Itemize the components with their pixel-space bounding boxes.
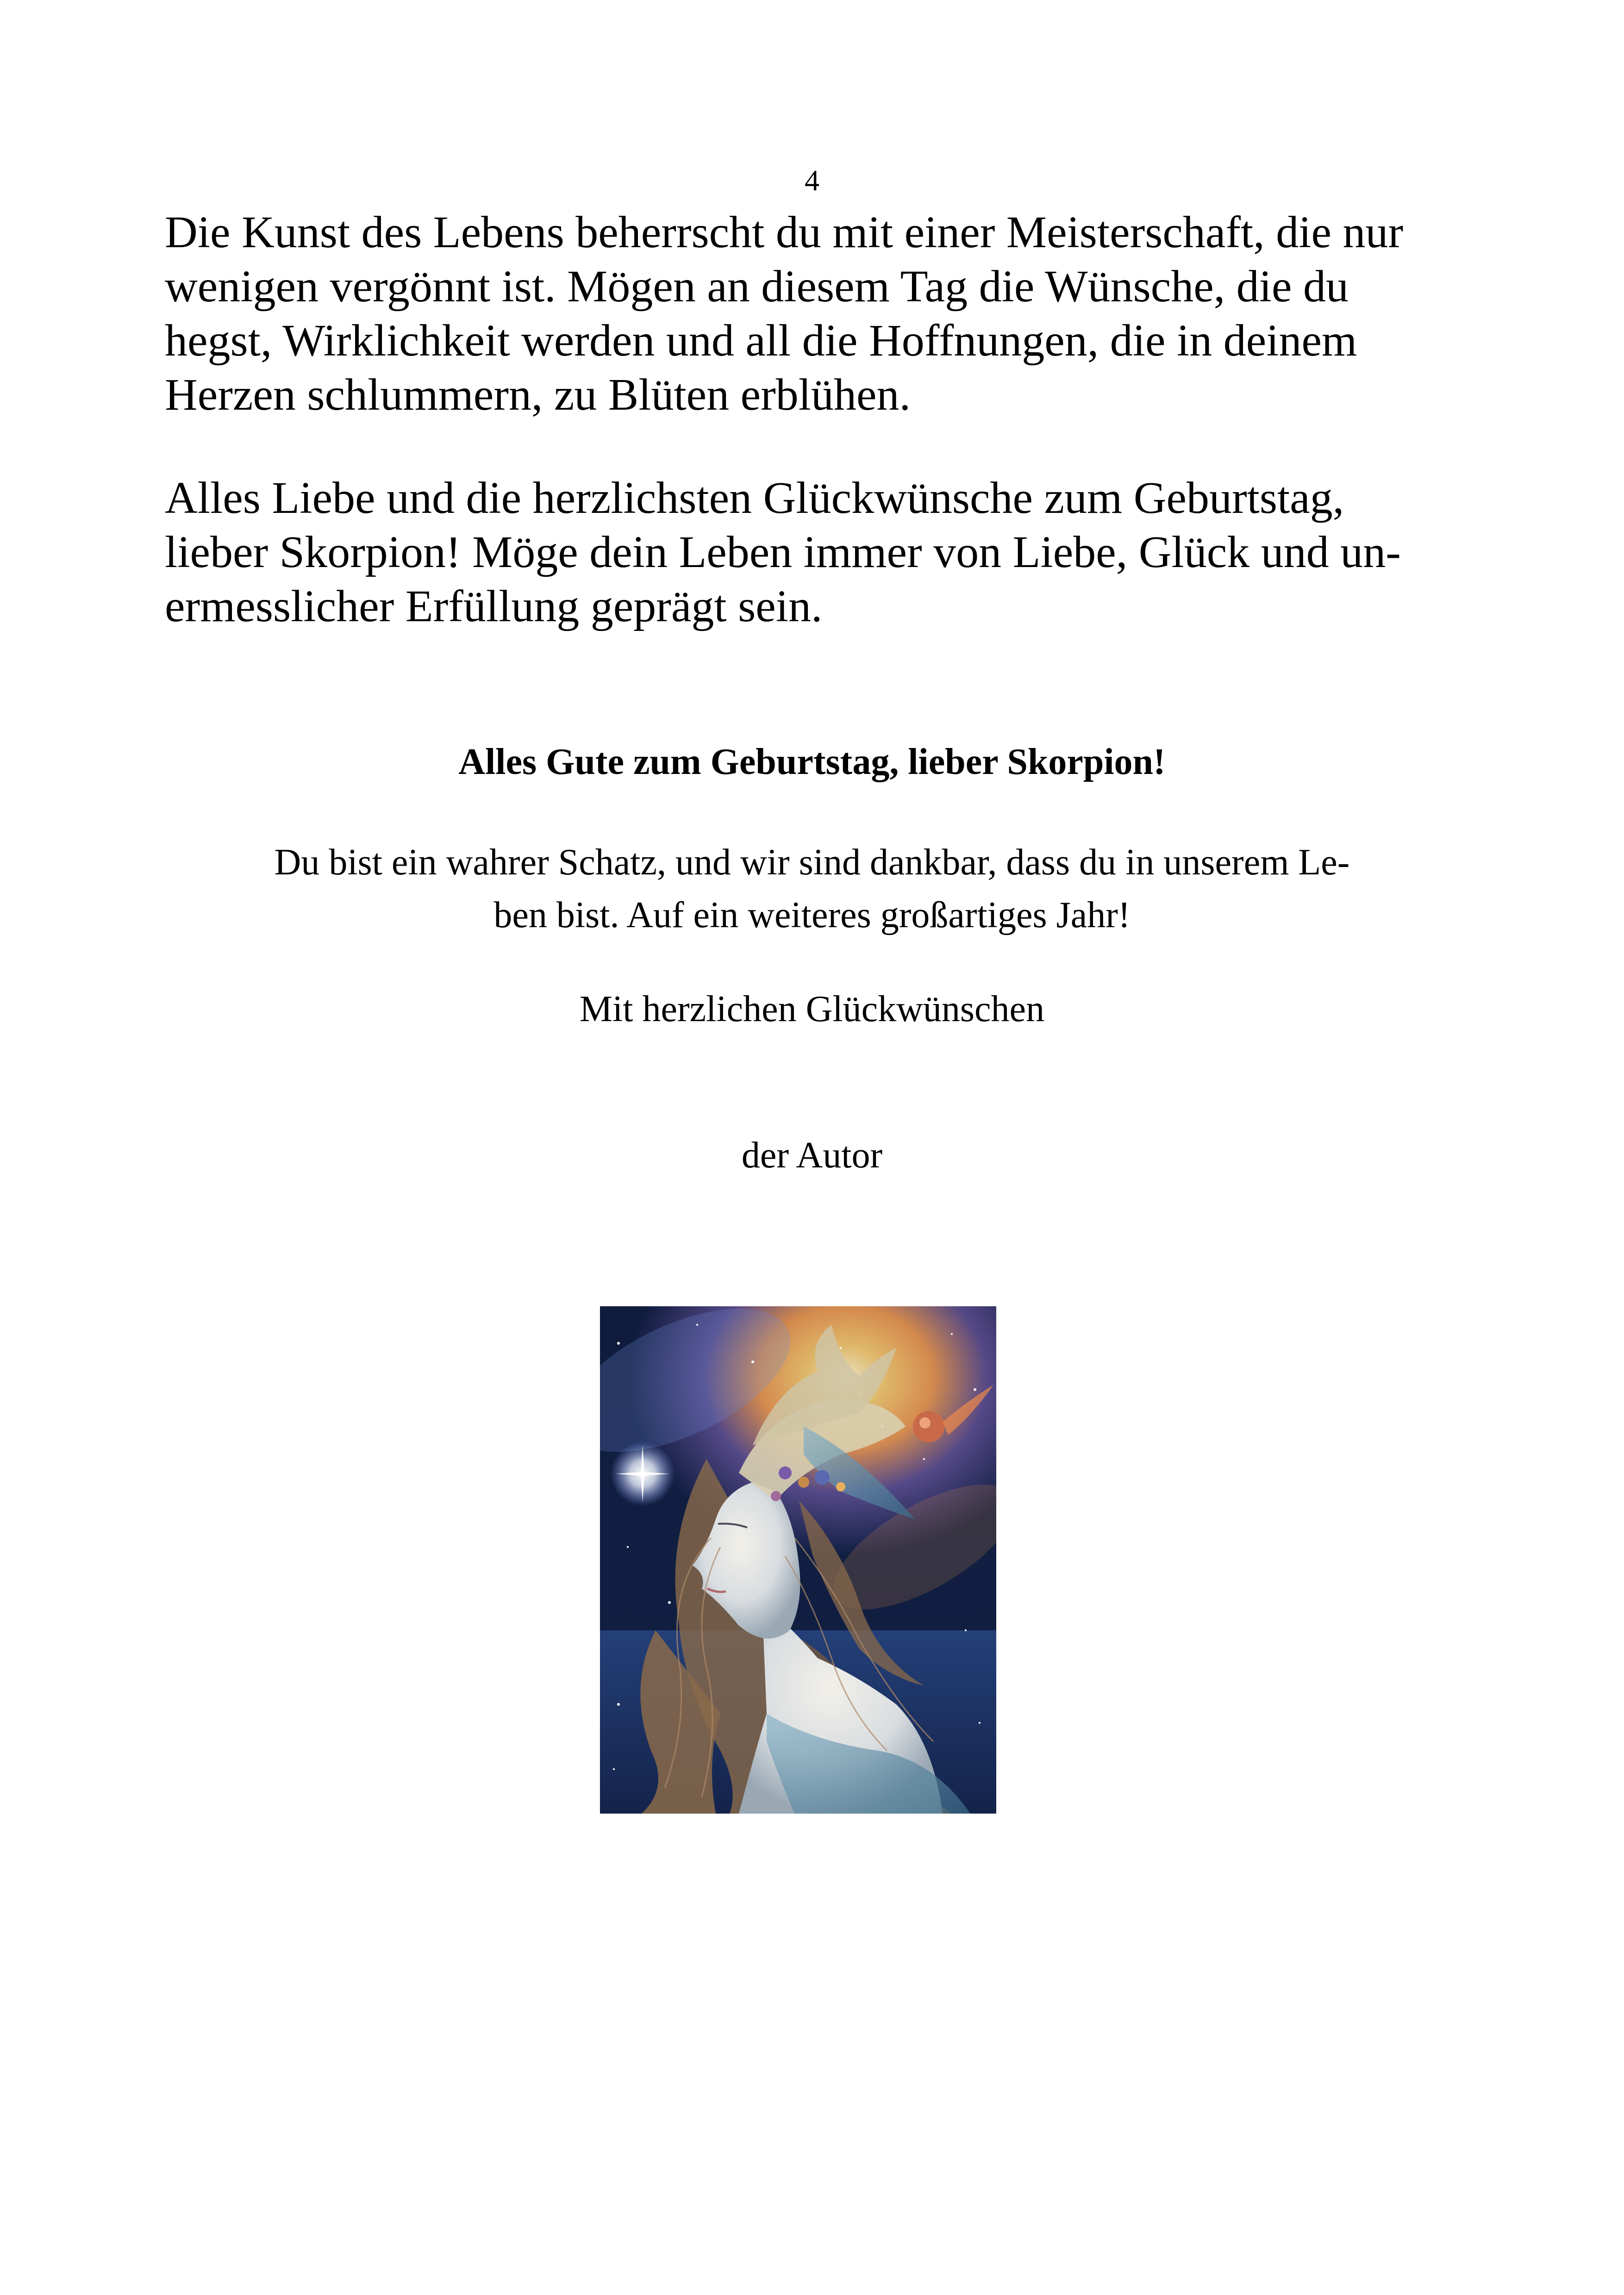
paragraph-line: hegst, Wirklichkeit werden und all die Hoffnungen, die in deinem xyxy=(165,316,1357,366)
paragraph-line: ermesslicher Erfüllung geprägt sein. xyxy=(165,581,823,631)
signature: der Autor xyxy=(741,1135,883,1176)
paragraph-birthday-wishes xyxy=(165,471,1470,634)
cosmic-portrait-illustration xyxy=(600,1306,996,1814)
paragraph-line: Herzen schlummern, zu Blüten erblühen. xyxy=(165,370,911,420)
greeting-body-line: ben bist. Auf ein weiteres großartiges Jahr! xyxy=(493,895,1131,935)
greeting-body xyxy=(0,836,1624,942)
paragraph-art-of-living xyxy=(165,206,1470,422)
cosmic-portrait-svg xyxy=(600,1306,996,1814)
greeting-body-line: Du bist ein wahrer Schatz, und wir sind dankbar, dass du in unserem Le- xyxy=(274,842,1350,883)
greeting-heading: Alles Gute zum Geburtstag, lieber Skorpion! xyxy=(458,742,1166,782)
paragraph-line: wenigen vergönnt ist. Mögen an diesem Tag die Wünsche, die du xyxy=(165,262,1349,312)
page-number: 4 xyxy=(805,164,819,197)
closing-line: Mit herzlichen Glückwünschen xyxy=(579,989,1045,1029)
paragraph-line: lieber Skorpion! Möge dein Leben immer von Liebe, Glück und un- xyxy=(165,527,1401,577)
paragraph-line: Die Kunst des Lebens beherrscht du mit einer Meisterschaft, die nur xyxy=(165,207,1404,257)
paragraph-line: Alles Liebe und die herzlichsten Glückwünsche zum Geburtstag, xyxy=(165,473,1344,523)
